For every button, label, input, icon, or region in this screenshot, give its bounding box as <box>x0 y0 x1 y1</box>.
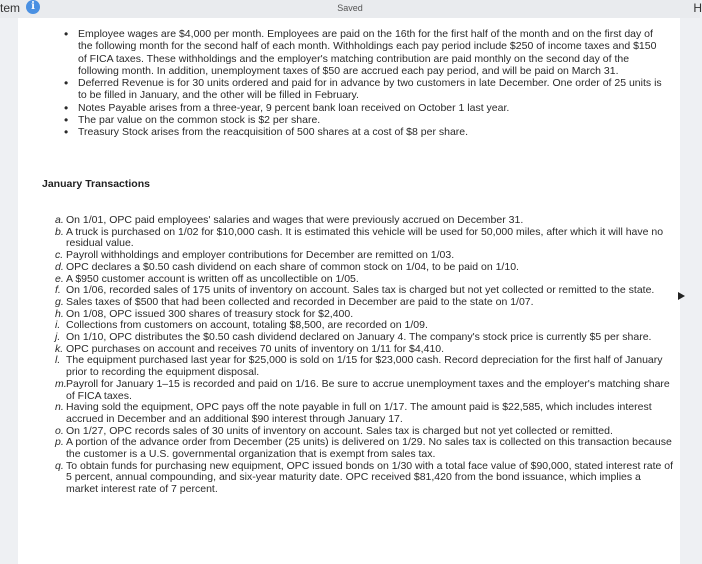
item-text: A $950 customer account is written off as uncollectible on 1/05. <box>66 272 359 285</box>
bullet-item: • Deferred Revenue is for 30 units ordered and paid for in advance by two customers in late December. One order of 25 units is to be filled in January, and the other will be filled in February. <box>64 77 664 102</box>
item-letter: b. <box>55 225 64 238</box>
bullet-item: • The par value on the common stock is $2 per share. <box>64 114 664 126</box>
item-text: OPC purchases on account and receives 70 units of inventory on 1/11 for $4,410. <box>66 342 445 355</box>
item-letter: i. <box>55 319 61 332</box>
mouse-cursor-icon <box>678 292 685 300</box>
item-text: To obtain funds for purchasing new equipment, OPC issued bonds on 1/30 with a total face value of $90,000, stated interest rate of 5 percent, annual compounding, and six-year maturity date. OPC received $81,420 from the bond issuance, which implies a market interest rate of 7 percent. <box>66 459 674 496</box>
transaction-item <box>55 227 675 250</box>
item-letter: m. <box>55 377 67 390</box>
item-letter: h. <box>55 307 64 320</box>
item-text: A truck is purchased on 1/02 for $10,000 cash. It is estimated this vehicle will be used for 50,000 miles, after which it will have no residual value. <box>66 225 664 250</box>
transaction-item <box>55 459 675 496</box>
top-bar <box>0 0 700 18</box>
item-letter: q. <box>55 459 64 472</box>
info-bullet-list <box>64 28 664 139</box>
transaction-list <box>55 214 675 496</box>
item-text: On 1/10, OPC distributes the $0.50 cash dividend declared on January 4. The company's stock price is currently $5 per share. <box>66 331 652 344</box>
item-letter: n. <box>55 401 64 414</box>
section-title: January Transactions <box>42 178 150 190</box>
item-label[interactable]: tem <box>0 1 21 15</box>
item-letter: k. <box>55 342 64 355</box>
item-letter: g. <box>55 295 64 308</box>
item-letter: d. <box>55 260 64 273</box>
item-text: A portion of the advance order from December (25 units) is delivered on 1/29. No sales tax is collected on this transaction because the customer is a U.S. governmental organization that is exempt from sales tax. <box>66 436 672 461</box>
item-text: Having sold the equipment, OPC pays off the note payable in full on 1/17. The amount paid is $22,585, which includes interest accrued in December and an additional $90 interest through January 17. <box>66 401 652 425</box>
item-text: Payroll withholdings and employer contributions for December are remitted on 1/03. <box>66 249 455 262</box>
item-text: Collections from customers on account, totaling $8,500, are recorded on 1/09. <box>66 319 428 332</box>
item-letter: o. <box>55 424 64 437</box>
item-letter: e. <box>55 272 64 285</box>
bullet-item: • Employee wages are $4,000 per month. Employees are paid on the 16th for the first half of the month and on the first day of the following month for the second half of each month. Withholdings each pay period include $250 of income taxes and $150 of FICA taxes. These withholdings and the employer's matching contribution are paid monthly on the second day of the following month. In addition, unemployment taxes of $50 are accrued each pay period, and will be paid on March 31. <box>64 28 664 77</box>
item-letter: a. <box>55 214 64 226</box>
item-text: Sales taxes of $500 that had been collected and recorded in December are paid to the state on 1/07. <box>66 295 534 308</box>
question-content <box>18 18 680 564</box>
transaction-item <box>55 437 675 460</box>
item-letter: c. <box>55 249 64 262</box>
item-text: Payroll for January 1–15 is recorded and paid on 1/16. Be sure to accrue unemployment taxes and the employer's matching share of FICA taxes. <box>66 377 670 402</box>
transaction-item <box>55 402 675 425</box>
item-letter: l. <box>55 354 61 367</box>
item-text: The equipment purchased last year for $25,000 is sold on 1/15 for $23,000 cash. Record depreciation for the first half of January prior to recording the equipment disposal. <box>66 354 663 379</box>
transaction-item <box>55 355 675 378</box>
item-letter: p. <box>55 436 64 449</box>
item-text: On 1/27, OPC records sales of 30 units of inventory on account. Sales tax is charged but not yet collected or remitted. <box>66 424 613 437</box>
item-text: On 1/06, recorded sales of 175 units of inventory on account. Sales tax is charged but not yet collected or remitted to the state. <box>66 284 655 297</box>
item-text: On 1/01, OPC paid employees' salaries and wages that were previously accrued on December 31. <box>66 214 524 226</box>
item-text: On 1/08, OPC issued 300 shares of treasury stock for $2,400. <box>66 307 354 320</box>
help-label[interactable]: H <box>693 1 702 15</box>
bullet-item: • Notes Payable arises from a three-year, 9 percent bank loan received on October 1 last year. <box>64 102 664 114</box>
info-icon[interactable]: i <box>26 0 40 14</box>
item-letter: j. <box>55 331 61 344</box>
transaction-item <box>55 379 675 402</box>
scroll-fade <box>18 556 680 564</box>
item-text: OPC declares a $0.50 cash dividend on each share of common stock on 1/04, to be paid on 1/10. <box>66 260 519 273</box>
item-letter: f. <box>55 284 61 297</box>
save-status: Saved <box>337 3 363 13</box>
bullet-item: • Treasury Stock arises from the reacquisition of 500 shares at a cost of $8 per share. <box>64 126 664 138</box>
